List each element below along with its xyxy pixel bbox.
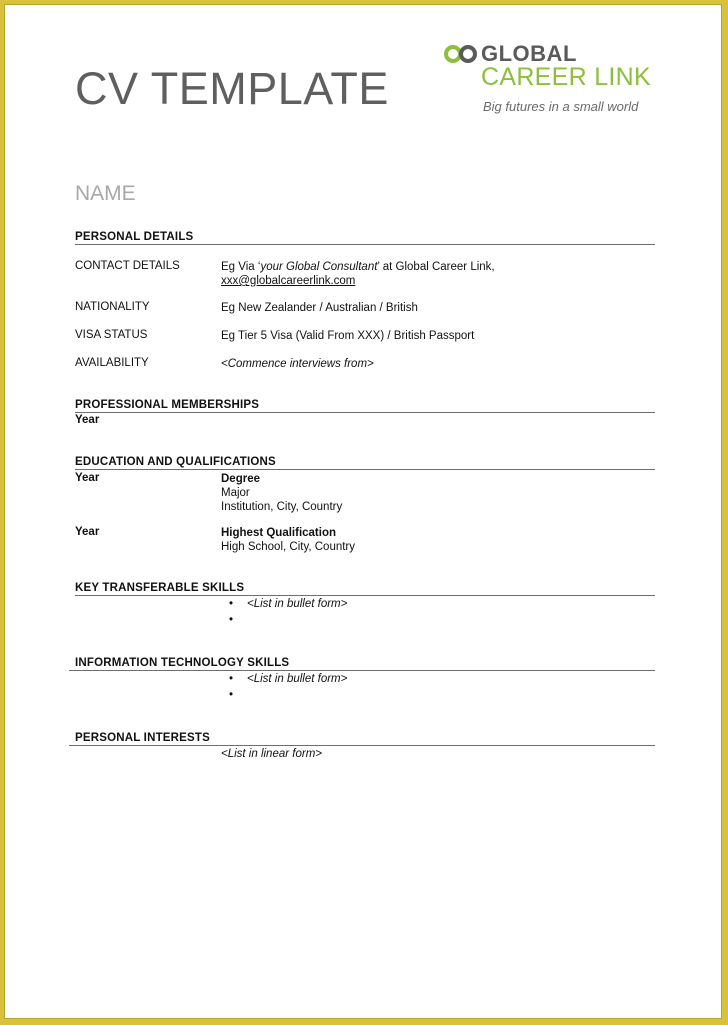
label-contact-details: CONTACT DETAILS: [75, 260, 180, 272]
value-availability: <Commence interviews from>: [221, 358, 374, 370]
label-education-year-1: Year: [75, 472, 100, 484]
value-nationality: Eg New Zealander / Australian / British: [221, 302, 418, 314]
email-link[interactable]: xxx@globalcareerlink.com: [221, 275, 356, 287]
section-heading-it-skills: INFORMATION TECHNOLOGY SKILLS: [69, 657, 655, 671]
label-visa-status: VISA STATUS: [75, 329, 148, 341]
value-contact-details: Eg Via ‘your Global Consultant’ at Global Career Link, xxx@globalcareerlink.com: [221, 261, 495, 287]
value-visa-status: Eg Tier 5 Visa (Valid From XXX) / British Passport: [221, 330, 475, 342]
logo-tagline: Big futures in a small world: [483, 99, 639, 114]
section-heading-personal-details: PERSONAL DETAILS: [75, 231, 655, 245]
section-heading-education: EDUCATION AND QUALIFICATIONS: [75, 456, 655, 470]
page-title: CV TEMPLATE: [75, 63, 389, 114]
section-heading-personal-interests: PERSONAL INTERESTS: [69, 732, 655, 746]
label-availability: AVAILABILITY: [75, 357, 149, 369]
logo-word-global: GLOBAL: [481, 41, 577, 66]
cv-page: [4, 4, 722, 1019]
value-education-degree: Degree Major Institution, City, Country: [221, 473, 343, 513]
infinity-logo-icon: [443, 43, 479, 65]
value-personal-interests: <List in linear form>: [221, 748, 322, 760]
section-heading-key-skills: KEY TRANSFERABLE SKILLS: [75, 582, 655, 596]
label-nationality: NATIONALITY: [75, 301, 150, 313]
company-logo: [443, 41, 683, 121]
list-item: •: [229, 614, 234, 626]
list-item: • <List in bullet form>: [229, 673, 348, 685]
section-heading-professional-memberships: PROFESSIONAL MEMBERSHIPS: [75, 399, 655, 413]
label-education-year-2: Year: [75, 526, 100, 538]
label-membership-year: Year: [75, 414, 100, 426]
name-placeholder: NAME: [75, 182, 136, 205]
value-education-highest-qualification: Highest Qualification High School, City, Country: [221, 527, 356, 553]
list-item: •: [229, 689, 234, 701]
list-item: • <List in bullet form>: [229, 598, 348, 610]
logo-word-career-link: CAREER LINK: [481, 63, 652, 91]
